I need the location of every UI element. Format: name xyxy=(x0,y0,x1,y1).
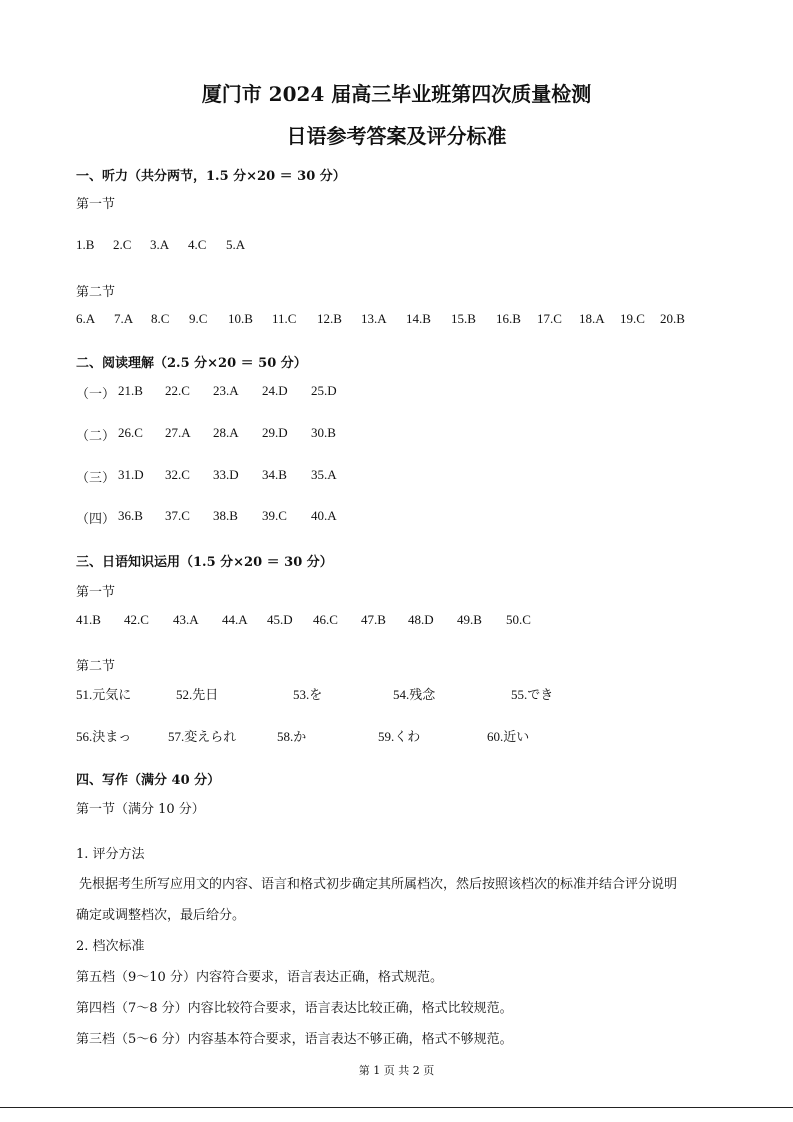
answer-item: 54.残念 xyxy=(393,687,436,702)
group-label: （一） xyxy=(76,386,116,401)
answer-row xyxy=(0,684,793,702)
answer-item: 50.C xyxy=(506,612,531,627)
answer-item: 44.A xyxy=(222,612,248,627)
answer-item: 19.C xyxy=(620,311,645,326)
answer-item: 47.B xyxy=(361,612,386,627)
answer-item: 21.B xyxy=(118,383,143,398)
criteria-item: 第五档（9～10 分）内容符合要求，语言表达正确，格式规范。 xyxy=(76,970,443,985)
answer-group xyxy=(0,425,793,443)
answer-item: 46.C xyxy=(313,612,338,627)
answer-item: 7.A xyxy=(114,311,134,326)
answer-item: 41.B xyxy=(76,612,101,627)
group-label: （二） xyxy=(76,428,116,443)
subsection-label: 第二节 xyxy=(76,285,116,300)
answer-item: 5.A xyxy=(226,237,246,252)
answer-item: 3.A xyxy=(150,237,170,252)
answer-item: 35.A xyxy=(311,467,337,482)
method-title: 1. 评分方法 xyxy=(76,847,145,862)
section-heading-reading: 二、阅读理解（2.5 分×20 ＝ 50 分） xyxy=(76,356,307,371)
answer-row xyxy=(0,612,793,630)
page-footer: 第 1 页 共 2 页 xyxy=(358,1064,435,1077)
answer-item: 12.B xyxy=(317,311,342,326)
answer-item: 49.B xyxy=(457,612,482,627)
section-heading-knowledge: 三、日语知识运用（1.5 分×20 ＝ 30 分） xyxy=(76,555,333,570)
answer-item: 33.D xyxy=(213,467,239,482)
section-heading-writing: 四、写作（满分 40 分） xyxy=(76,773,221,788)
answer-item: 45.D xyxy=(267,612,293,627)
answer-item: 1.B xyxy=(76,237,95,252)
answer-item: 29.D xyxy=(262,425,288,440)
answer-item: 32.C xyxy=(165,467,190,482)
answer-item: 42.C xyxy=(124,612,149,627)
answer-item: 24.D xyxy=(262,383,288,398)
method-text-line: 先根据考生所写应用文的内容、语言和格式初步确定其所属档次，然后按照该档次的标准并结合评分说明 xyxy=(79,877,678,892)
answer-item: 56.決まっ xyxy=(76,729,132,744)
answer-item: 27.A xyxy=(165,425,191,440)
answer-item: 58.か xyxy=(277,729,307,744)
criteria-title: 2. 档次标准 xyxy=(76,939,145,954)
answer-item: 40.A xyxy=(311,508,337,523)
answer-item: 52.先日 xyxy=(176,687,219,702)
subsection-label: 第一节（满分 10 分） xyxy=(76,802,205,817)
answer-item: 22.C xyxy=(165,383,190,398)
answer-item: 20.B xyxy=(660,311,685,326)
answer-item: 55.でき xyxy=(511,687,554,702)
answer-item: 36.B xyxy=(118,508,143,523)
answer-item: 43.A xyxy=(173,612,199,627)
page-bottom-rule xyxy=(0,1107,793,1108)
answer-row xyxy=(0,726,793,744)
answer-item: 37.C xyxy=(165,508,190,523)
answer-item: 18.A xyxy=(579,311,605,326)
document-title: 厦门市 2024 届高三毕业班第四次质量检测 xyxy=(201,82,592,106)
group-label: （四） xyxy=(76,511,116,526)
answer-item: 15.B xyxy=(451,311,476,326)
subsection-label: 第一节 xyxy=(76,585,116,600)
answer-group xyxy=(0,467,793,485)
answer-item: 2.C xyxy=(113,237,132,252)
answer-item: 16.B xyxy=(496,311,521,326)
answer-item: 17.C xyxy=(537,311,562,326)
answer-item: 34.B xyxy=(262,467,287,482)
criteria-item: 第四档（7～8 分）内容比较符合要求，语言表达比较正确，格式比较规范。 xyxy=(76,1001,513,1016)
method-text-line: 确定或调整档次，最后给分。 xyxy=(76,908,246,923)
subsection-label: 第二节 xyxy=(76,659,116,674)
document-subtitle: 日语参考答案及评分标准 xyxy=(286,124,507,148)
criteria-item: 第三档（5～6 分）内容基本符合要求，语言表达不够正确，格式不够规范。 xyxy=(76,1032,513,1047)
answer-group xyxy=(0,383,793,401)
answer-item: 59.くわ xyxy=(378,729,421,744)
answer-item: 4.C xyxy=(188,237,207,252)
answer-item: 11.C xyxy=(272,311,297,326)
answer-item: 9.C xyxy=(189,311,208,326)
answer-item: 14.B xyxy=(406,311,431,326)
subsection-label: 第一节 xyxy=(76,197,116,212)
answer-item: 13.A xyxy=(361,311,387,326)
answer-row xyxy=(0,237,793,255)
answer-item: 28.A xyxy=(213,425,239,440)
answer-item: 39.C xyxy=(262,508,287,523)
answer-item: 30.B xyxy=(311,425,336,440)
answer-item: 25.D xyxy=(311,383,337,398)
answer-row xyxy=(0,311,793,329)
answer-item: 26.C xyxy=(118,425,143,440)
answer-item: 10.B xyxy=(228,311,253,326)
answer-item: 53.を xyxy=(293,687,323,702)
answer-item: 8.C xyxy=(151,311,170,326)
section-heading-listening: 一、听力（共分两节，1.5 分×20 ＝ 30 分） xyxy=(76,169,346,184)
answer-item: 57.変えられ xyxy=(168,729,237,744)
group-label: （三） xyxy=(76,470,116,485)
answer-item: 48.D xyxy=(408,612,434,627)
answer-item: 38.B xyxy=(213,508,238,523)
answer-item: 6.A xyxy=(76,311,96,326)
answer-item: 23.A xyxy=(213,383,239,398)
answer-item: 51.元気に xyxy=(76,687,132,702)
answer-item: 31.D xyxy=(118,467,144,482)
answer-item: 60.近い xyxy=(487,729,530,744)
answer-group xyxy=(0,508,793,526)
